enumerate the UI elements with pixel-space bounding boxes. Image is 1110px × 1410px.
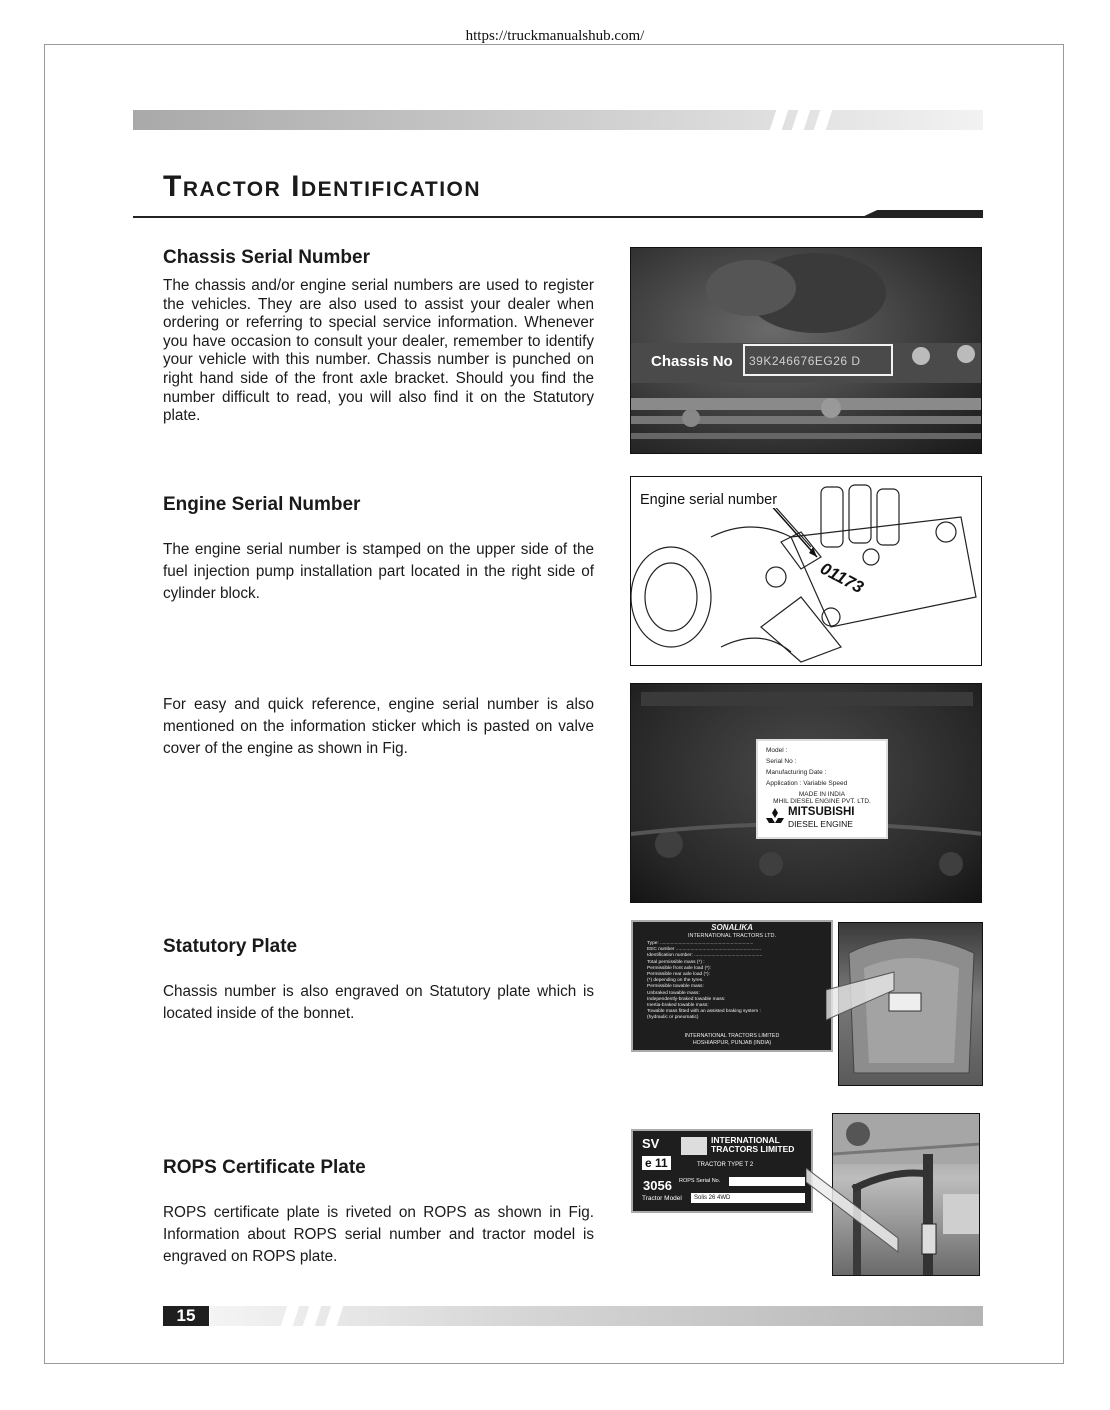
engine-figure-number: 01173 (817, 558, 867, 598)
engine-body: The engine serial number is stamped on the upper side of the fuel injection pump installation part located in the right side of cylinder block. (163, 541, 594, 602)
rops-serial-field (729, 1177, 805, 1186)
rops-callout (806, 1168, 906, 1258)
chassis-figure-label: Chassis No (651, 353, 733, 370)
rops-plate-sv: SV (642, 1136, 660, 1151)
plate-line: Independently-braked towable mass: (647, 996, 726, 1002)
rops-plate-model-label: Tractor Model (642, 1195, 682, 1202)
plate-line: Towable mass fitted with an assisted braking system : (647, 1009, 761, 1015)
top-decorative-bar (133, 110, 983, 130)
plate-line: Inertia-braked towable mass: (647, 1003, 709, 1009)
rops-plate (631, 1129, 813, 1213)
rops-body: ROPS certificate plate is riveted on ROPS as shown in Fig. Information about ROPS serial number and tractor model is engraved on ROPS plate. (163, 1204, 594, 1265)
statutory-body: Chassis number is also engraved on Statutory plate which is located inside of the bonnet. (163, 983, 594, 1022)
statutory-plate-footer-1: INTERNATIONAL TRACTORS LIMITED (684, 1033, 780, 1039)
plate-line: Type: ...................................................................... (647, 941, 754, 946)
chassis-photo (630, 247, 982, 454)
rops-plate-serial-label: ROPS Serial No. (679, 1178, 721, 1184)
bottom-decorative-bar (210, 1306, 983, 1326)
plate-line: Permissible front axle load (*): (647, 965, 711, 971)
sticker-company: MHIL DIESEL ENGINE PVT. LTD. (773, 798, 871, 805)
sticker-line: Model : (766, 747, 788, 754)
rops-plate-type: TRACTOR TYPE T 2 (697, 1162, 754, 1168)
chassis-figure-number: 39K246676EG26 D (749, 354, 861, 368)
rops-plate-logo-icon (681, 1137, 707, 1155)
rops-plate-num: 3056 (643, 1178, 672, 1193)
plate-line: Total permissible mass (*) : (647, 959, 705, 965)
source-url: https://truckmanualshub.com/ (465, 28, 645, 44)
statutory-heading: Statutory Plate (163, 936, 298, 957)
mitsubishi-logo-icon (766, 808, 784, 824)
chassis-heading: Chassis Serial Number (163, 247, 370, 268)
sticker-body: For easy and quick reference, engine serial number is also mentioned on the information sticker which is pasted on valve cover of the engine as shown in Fig. (163, 696, 594, 757)
rops-plate-company-2: TRACTORS LIMITED (711, 1144, 795, 1154)
rops-heading: ROPS Certificate Plate (163, 1157, 366, 1178)
rops-plate-e: e 11 (642, 1156, 671, 1170)
chassis-body: The chassis and/or engine serial numbers are used to register the vehicles. They are also used to assist your dealer when ordering or referring to special service information. Whenever you have occasion to consult your dealer, remember to identify your vehicle with this number. Chassis number is punched on right hand side of the front axle bracket. Should you find the number difficult to read, you will also find it on the Statutory plate. (163, 277, 594, 425)
plate-line: Identification number: ................................................... (647, 953, 763, 959)
sticker-line: Application : Variable Speed (766, 780, 848, 787)
engine-heading: Engine Serial Number (163, 494, 361, 515)
sticker-line: Serial No : (766, 758, 797, 765)
statutory-plate-company: INTERNATIONAL TRACTORS LTD. (687, 933, 776, 939)
title-rule (133, 216, 983, 218)
engine-drawing (630, 476, 982, 666)
plate-line: (*) depending on the tyres. (647, 978, 704, 984)
sticker-brand-sub: DIESEL ENGINE (788, 819, 853, 829)
sticker-made-in: MADE IN INDIA (798, 791, 846, 798)
info-sticker (756, 739, 888, 839)
plate-line: Permissible towable mass: (647, 984, 704, 990)
sticker-line: Manufacturing Date : (766, 769, 827, 776)
rops-plate-company-1: INTERNATIONAL (711, 1135, 780, 1145)
statutory-plate (631, 920, 833, 1052)
title-rule-tab (860, 210, 983, 218)
statutory-callout (826, 960, 896, 1040)
sticker-photo (630, 683, 982, 903)
engine-figure-label: Engine serial number (640, 492, 778, 508)
rops-plate-model-value: Solis 26 4WD (691, 1193, 805, 1203)
plate-line: Permissible rear axle load (*): (647, 972, 710, 978)
statutory-plate-brand: SONALIKA (711, 923, 753, 932)
sticker-brand: MITSUBISHI (788, 806, 855, 818)
statutory-plate-footer-2: HOSHIARPUR, PUNJAB (INDIA) (692, 1040, 772, 1046)
plate-line: EEC number ................................................................ (647, 947, 762, 953)
plate-line: (hydraulic or pneumatic) (647, 1015, 699, 1021)
plate-line: Unbraked towable mass: (647, 990, 700, 996)
page-number: 15 (163, 1306, 209, 1326)
page-title: Tractor Identification (163, 170, 482, 203)
